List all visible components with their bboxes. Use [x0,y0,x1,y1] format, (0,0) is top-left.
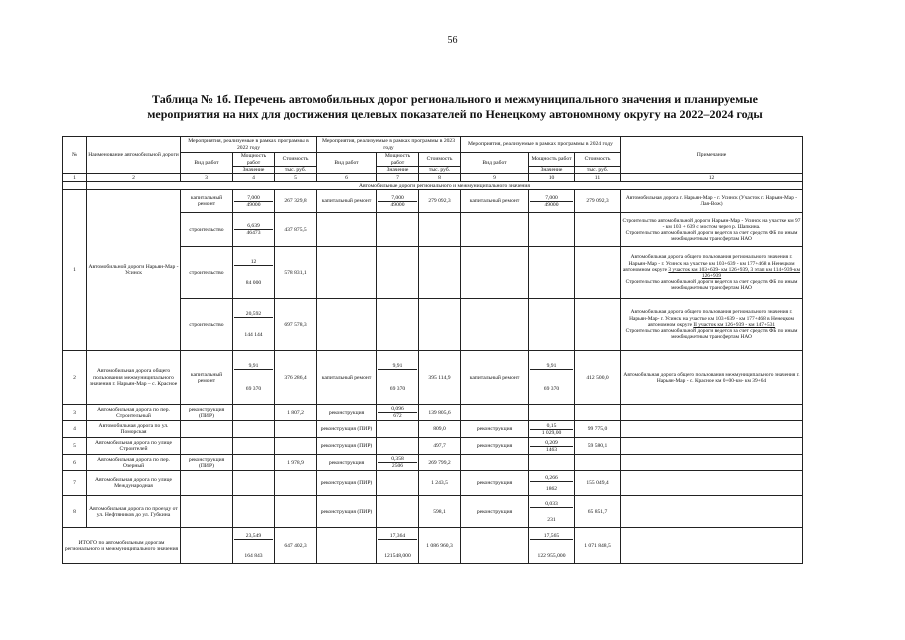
note [621,455,803,471]
note [621,247,803,299]
capacity-km: 23,549 [234,533,273,540]
capacity [529,471,575,496]
cost: 1 978,9 [275,455,317,471]
header-work-type-2022: Вид работ [181,153,233,174]
col-index: 6 [317,174,377,182]
header-num: № [63,137,87,174]
table-title [60,92,850,122]
work-type: реконструкция (ПИР) [317,496,377,528]
header-2022: Мероприятия, реализуемые в рамках программы в 2022 году [181,137,317,153]
cost: 139 805,6 [419,405,461,421]
note-part: Строительство автомобильной дороги Нарьян-Мар - Усинск на участке км 97 - км 103 + 639 с мостом через р. Шапкина. [622,217,801,230]
work-type [181,421,233,438]
note-underlined: 3 участок км 103+639- км 126+939, 3 этап км 114+939-км 126+939 [668,266,801,279]
column-index-row [63,174,803,182]
note-part: Строительство автомобильной дороги ведется за счет средств ФБ по иным межбюджетным трансфертам НАО [625,328,798,341]
note [621,528,803,564]
work-type: реконструкция [461,438,529,455]
capacity-value: 121548,000 [384,552,411,559]
empty-cell [529,247,575,299]
capacity [377,496,419,528]
empty-cell [317,213,377,247]
capacity [377,528,419,564]
capacity-km: 17,364 [378,533,417,540]
work-type: капитальный ремонт [181,351,233,405]
work-type: капитальный ремонт [461,190,529,213]
header-work-type-2024: Вид работ [461,153,529,174]
empty-cell [575,247,621,299]
work-type: строительство [181,247,233,299]
cost: 647 402,3 [275,528,317,564]
header-unit-2023: тыс. руб. [419,167,461,174]
total-label: ИТОГО по автомобильным дорогам регионального и межмуниципального значения [63,528,181,564]
capacity [529,190,575,213]
header-cost-2023: Стоимость [419,153,461,167]
empty-cell [317,299,377,351]
row-num: 1 [63,190,87,351]
header-cost-2022: Стоимость [275,153,317,167]
capacity-km: 0,358 [378,456,417,463]
empty-cell [575,213,621,247]
capacity-km: 9,91 [378,363,417,370]
work-type: капитальный ремонт [317,190,377,213]
empty-cell [529,299,575,351]
roads-table [62,136,803,564]
capacity-km: 7,000 [234,195,273,202]
cost: 269 799,2 [419,455,461,471]
note [621,496,803,528]
row-num: 4 [63,421,87,438]
capacity [233,438,275,455]
capacity [233,405,275,421]
header-unit-2024: тыс. руб. [575,167,621,174]
work-type [181,438,233,455]
capacity [529,351,575,405]
note: Автомобильная дорога общего пользования межмуниципального значения г. Нарьян-Мар - с. Красное км 0+00-км- км 39+64 [621,351,803,405]
empty-cell [377,247,419,299]
capacity-km: 0,15 [530,423,573,430]
work-type: реконструкция (ПИР) [181,455,233,471]
capacity [233,351,275,405]
cost: 1 243,5 [419,471,461,496]
work-type: реконструкция [317,405,377,421]
note [621,438,803,455]
empty-cell [419,299,461,351]
total-row [63,528,803,564]
row-num: 3 [63,405,87,421]
col-index: 5 [275,174,317,182]
capacity [377,438,419,455]
cost: 1 086 960,3 [419,528,461,564]
cost [275,471,317,496]
capacity [233,299,275,351]
note [621,299,803,351]
empty-cell [575,299,621,351]
cost: 376 286,4 [275,351,317,405]
capacity [529,496,575,528]
capacity-km: 7,000 [378,195,417,202]
capacity-value: 164 843 [244,552,263,559]
cost: 578 831,1 [275,247,317,299]
capacity-value: 84 000 [245,280,262,287]
work-type [181,528,233,564]
capacity-km: 20,592 [234,311,273,318]
work-type [317,528,377,564]
header-note: Примечание [621,137,803,174]
table-row [63,351,803,405]
section-title: Автомобильные дороги регионального и межмуниципального значения [87,182,803,190]
capacity-value: 231 [547,516,556,523]
work-type: капитальный ремонт [317,351,377,405]
header-work-type-2023: Вид работ [317,153,377,174]
note: Автомобильная дорога г. Нарьян-Мар - г. Усинск (Участок г. Нарьян-Мар - Лая-Вож) [621,190,803,213]
work-type [461,455,529,471]
work-type [181,471,233,496]
capacity-value: 122 955,000 [537,552,566,559]
work-type: капитальный ремонт [461,351,529,405]
capacity-km: 17,565 [530,533,573,540]
cost [275,496,317,528]
capacity-value: 1463 [545,446,558,453]
header-value-2023: Значение [377,167,419,174]
row-num: 7 [63,471,87,496]
capacity [529,455,575,471]
cost: 267 329,8 [275,190,317,213]
cost: 155 049,4 [575,471,621,496]
note-part: Строительство автомобильной дороги ведется за счет средств ФБ по иным межбюджетным трансфертам НАО [625,279,798,292]
title-line-1: Таблица № 1б. Перечень автомобильных дорог регионального и межмуниципального значения и планируемые [152,92,758,106]
note [621,471,803,496]
note [621,405,803,421]
capacity [529,405,575,421]
work-type: реконструкция (ПИР) [181,405,233,421]
empty-cell [461,213,529,247]
capacity-km: 6,639 [234,223,273,230]
cost: 99 775,0 [575,421,621,438]
work-type: реконструкция [317,455,377,471]
section-row [63,182,803,190]
capacity-value: 49000 [390,201,405,208]
capacity-km: 0,033 [530,501,573,508]
table-row [63,421,803,438]
work-type: реконструкция (ПИР) [317,471,377,496]
work-type: строительство [181,213,233,247]
cost: 497,7 [419,438,461,455]
empty-cell [317,247,377,299]
capacity-value: 69 370 [543,386,560,393]
title-line-2: мероприятия на них для достижения целевых показателей по Ненецкому автономному округу на 2022–2024 годы [147,107,763,121]
cost: 1 071 848,5 [575,528,621,564]
road-name: Автомобильная дорога по улице Строителей [87,438,181,455]
capacity-value: 49000 [544,201,559,208]
note-part [622,309,801,328]
cost [275,421,317,438]
road-name: Автомобильной дороги Нарьян-Мар - Усинск [87,190,181,351]
capacity [233,528,275,564]
header-2023: Мероприятия, реализуемые в рамках программы в 2023 году [317,137,461,153]
capacity-km: 0,096 [378,406,417,413]
table-row [63,471,803,496]
table-row [63,405,803,421]
empty-cell [419,213,461,247]
capacity [233,247,275,299]
section-empty [63,182,87,190]
cost [575,405,621,421]
capacity [377,421,419,438]
header-2024: Мероприятия, реализуемые в рамках программы в 2024 году [461,137,621,153]
empty-cell [377,299,419,351]
note-text: Автомобильная дорога общего пользования регионального значения г. Нарьян-Мар - г. Усинск на участке км 103+639 - км 177+468 в Ненецком автономном округе [622,254,795,273]
capacity [233,190,275,213]
capacity-value: 144 144 [244,332,263,339]
capacity-km: 0,209 [530,440,573,447]
col-index: 8 [419,174,461,182]
capacity [233,471,275,496]
work-type: строительство [181,299,233,351]
note-text: Автомобильная дорога общего пользования регионального значения г. Нарьян-Мар- г. Усинск на участке км 103+639 - км 177+468 в Ненецком автономном округе [629,309,794,328]
capacity-km: 9,91 [234,363,273,370]
empty-cell [529,213,575,247]
header-value-2022: Значение [233,167,275,174]
col-index: 7 [377,174,419,182]
cost: 395 114,9 [419,351,461,405]
road-name: Автомобильная дорога по ул. Поморская [87,421,181,438]
capacity-value: 2506 [391,463,404,470]
work-type: капитальный ремонт [181,190,233,213]
col-index: 2 [87,174,181,182]
capacity-km: 12 [234,259,273,266]
header-road-name: Наименование автомобильной дороги [87,137,181,174]
capacity-value: 672 [393,413,402,420]
capacity [233,213,275,247]
table-row [63,496,803,528]
row-num: 6 [63,455,87,471]
cost [275,438,317,455]
cost: 65 851,7 [575,496,621,528]
capacity-km: 0,266 [530,475,573,482]
capacity [233,421,275,438]
work-type: реконструкция (ПИР) [317,421,377,438]
work-type: реконструкция [461,496,529,528]
header-capacity-2023: Мощность работ [377,153,419,167]
cost [575,455,621,471]
header-capacity-2022: Мощность работ [233,153,275,167]
cost: 279 092,3 [575,190,621,213]
capacity [377,190,419,213]
capacity-value: 69 370 [245,386,262,393]
cost: 279 092,3 [419,190,461,213]
capacity [529,528,575,564]
cost: 59 580,1 [575,438,621,455]
work-type: реконструкция (ПИР) [317,438,377,455]
road-name: Автомобильная дорога по улице Международная [87,471,181,496]
capacity [233,496,275,528]
table-row [63,455,803,471]
cost: 437 875,5 [275,213,317,247]
capacity-km: 9,91 [530,363,573,370]
work-type: реконструкция [461,471,529,496]
header-cost-2024: Стоимость [575,153,621,167]
road-name: Автомобильная дорога общего пользования межмуниципального значения г. Нарьян-Мар – с. Красное [87,351,181,405]
col-index: 4 [233,174,275,182]
col-index: 3 [181,174,233,182]
cost: 809,0 [419,421,461,438]
cost: 598,1 [419,496,461,528]
col-index: 12 [621,174,803,182]
header-unit-2022: тыс. руб. [275,167,317,174]
row-num: 5 [63,438,87,455]
note-part [622,254,801,279]
work-type [461,405,529,421]
capacity-value: 46473 [246,230,261,237]
col-index: 9 [461,174,529,182]
empty-cell [461,247,529,299]
capacity [529,438,575,455]
cost: 697 578,3 [275,299,317,351]
capacity [377,471,419,496]
table-row [63,190,803,213]
note-part: Строительство автомобильной дороги ведется за счет средств ФБ по иным межбюджетным трансфертам НАО [625,229,798,243]
header-capacity-2024: Мощность работ [529,153,575,167]
capacity-value: 69 370 [389,386,406,393]
cost: 1 807,2 [275,405,317,421]
col-index: 1 [63,174,87,182]
header-row-1 [63,137,803,153]
note-underlined: II участок км 126+939 - км 147+531 [693,321,776,328]
capacity-value: 49000 [246,201,261,208]
capacity [233,455,275,471]
table-row [63,438,803,455]
empty-cell [377,213,419,247]
empty-cell [419,247,461,299]
col-index: 10 [529,174,575,182]
road-name: Автомобильная дорога по пер. Озерный [87,455,181,471]
work-type [461,528,529,564]
capacity [377,455,419,471]
capacity [529,421,575,438]
row-num: 8 [63,496,87,528]
work-type [181,496,233,528]
capacity [377,405,419,421]
capacity-km: 7,000 [530,195,573,202]
road-name: Автомобильная дорога по проезду от ул. Нефтяников до ул. Губкина [87,496,181,528]
capacity-value: 1 029,00 [541,429,562,436]
note [621,421,803,438]
capacity-value: 1862 [545,485,558,492]
capacity [377,351,419,405]
work-type: реконструкция [461,421,529,438]
header-value-2024: Значение [529,167,575,174]
note [621,213,803,247]
row-num: 2 [63,351,87,405]
road-name: Автомобильная дорога по пер. Строительный [87,405,181,421]
cost: 412 500,0 [575,351,621,405]
empty-cell [461,299,529,351]
page-number: 56 [447,35,458,46]
col-index: 11 [575,174,621,182]
